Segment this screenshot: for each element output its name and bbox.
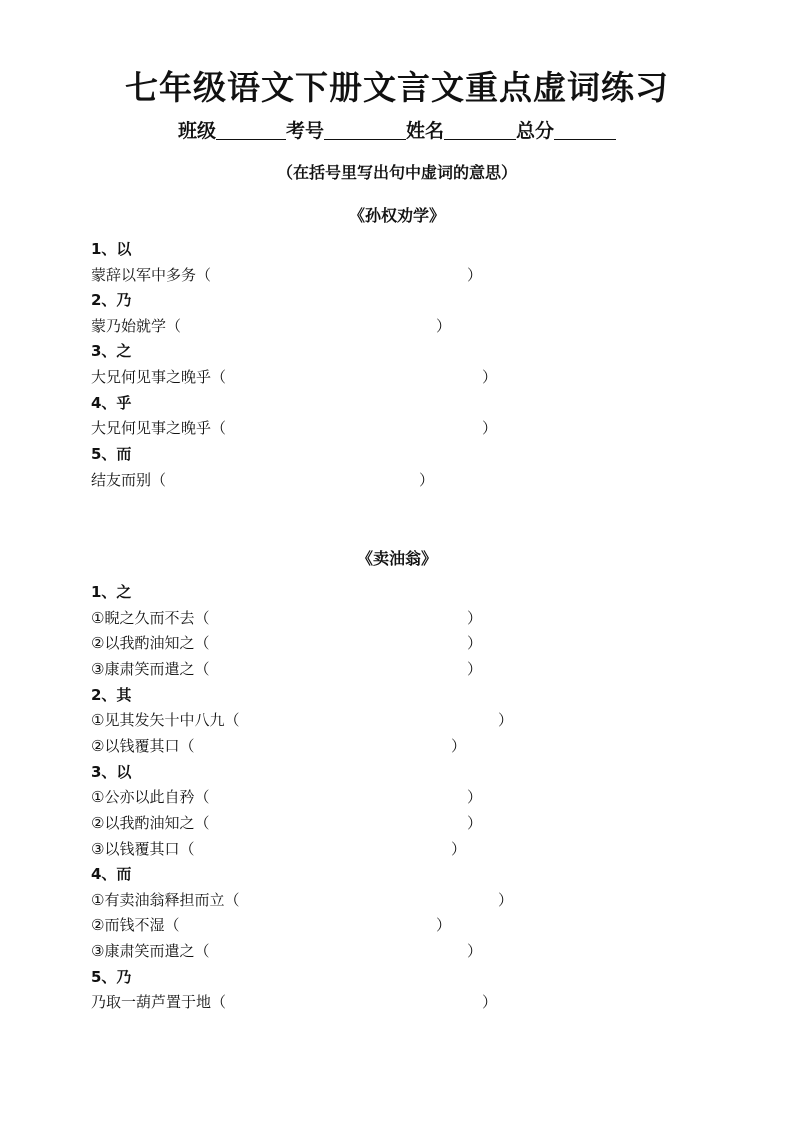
question-line [91, 264, 483, 285]
question-text: 大兄何见事之晚乎（ [91, 368, 227, 386]
answer-close-paren: ） [482, 419, 498, 437]
item-head: 3、之 [91, 342, 132, 360]
student-info-line [0, 116, 794, 143]
question-line [91, 838, 467, 859]
question-text: 蒙辞以军中多务（ [91, 266, 212, 284]
question-text: ②以钱覆其口（ [91, 737, 195, 755]
question-text: 大兄何见事之晚乎（ [91, 419, 227, 437]
question-line [91, 709, 514, 730]
question-line [91, 607, 483, 628]
instruction: （在括号里写出句中虚词的意思） [276, 163, 517, 182]
item-head: 5、而 [91, 445, 132, 463]
answer-close-paren: ） [482, 993, 498, 1011]
question-text: 蒙乃始就学（ [91, 317, 182, 335]
question-line [91, 366, 498, 387]
answer-close-paren: ） [467, 814, 483, 832]
question-line [91, 786, 483, 807]
class-blank[interactable] [216, 119, 286, 140]
answer-close-paren: ） [482, 368, 498, 386]
answer-close-paren: ） [498, 891, 514, 909]
answer-close-paren: ） [451, 737, 467, 755]
answer-close-paren: ） [436, 317, 452, 335]
question-text: ①有卖油翁释担而立（ [91, 891, 240, 909]
name-label: 姓名 [406, 120, 445, 142]
item-head: 4、乎 [91, 394, 132, 412]
question-text: ②而钱不湿（ [91, 916, 180, 934]
question-line [91, 632, 483, 653]
question-text: 乃取一葫芦置于地（ [91, 993, 227, 1011]
name-blank[interactable] [444, 119, 516, 140]
question-line [91, 315, 452, 336]
question-line [91, 914, 452, 935]
question-text: ②以我酌油知之（ [91, 814, 210, 832]
answer-close-paren: ） [467, 266, 483, 284]
item-head: 1、之 [91, 583, 132, 601]
question-line [91, 940, 483, 961]
question-text: ③康肃笑而遣之（ [91, 660, 210, 678]
question-text: ②以我酌油知之（ [91, 634, 210, 652]
answer-close-paren: ） [498, 711, 514, 729]
item-head: 5、乃 [91, 968, 132, 986]
question-line [91, 469, 435, 490]
question-text: ①见其发矢十中八九（ [91, 711, 240, 729]
answer-close-paren: ） [451, 840, 467, 858]
class-label: 班级 [177, 120, 216, 142]
question-line [91, 889, 514, 910]
section-title: 《卖油翁》 [356, 549, 437, 568]
question-text: ①公亦以此自矜（ [91, 788, 210, 806]
score-label: 总分 [516, 120, 555, 142]
question-line [91, 991, 498, 1012]
exam-no-label: 考号 [285, 120, 324, 142]
question-line [91, 735, 467, 756]
question-text: ①睨之久而不去（ [91, 609, 210, 627]
exam-no-blank[interactable] [324, 119, 406, 140]
answer-close-paren: ） [419, 471, 435, 489]
item-head: 3、以 [91, 763, 132, 781]
question-text: ③以钱覆其口（ [91, 840, 195, 858]
answer-close-paren: ） [467, 788, 483, 806]
item-head: 2、乃 [91, 291, 132, 309]
section-title: 《孙权劝学》 [348, 206, 445, 225]
question-line [91, 417, 498, 438]
item-head: 1、以 [91, 240, 132, 258]
item-head: 4、而 [91, 865, 132, 883]
page-title: 七年级语文下册文言文重点虚词练习 [125, 68, 669, 107]
answer-close-paren: ） [436, 916, 452, 934]
answer-close-paren: ） [467, 942, 483, 960]
score-blank[interactable] [554, 119, 616, 140]
item-head: 2、其 [91, 686, 132, 704]
question-line [91, 812, 483, 833]
answer-close-paren: ） [467, 660, 483, 678]
answer-close-paren: ） [467, 634, 483, 652]
question-text: 结友而别（ [91, 471, 167, 489]
question-text: ③康肃笑而遣之（ [91, 942, 210, 960]
answer-close-paren: ） [467, 609, 483, 627]
question-line [91, 658, 483, 679]
